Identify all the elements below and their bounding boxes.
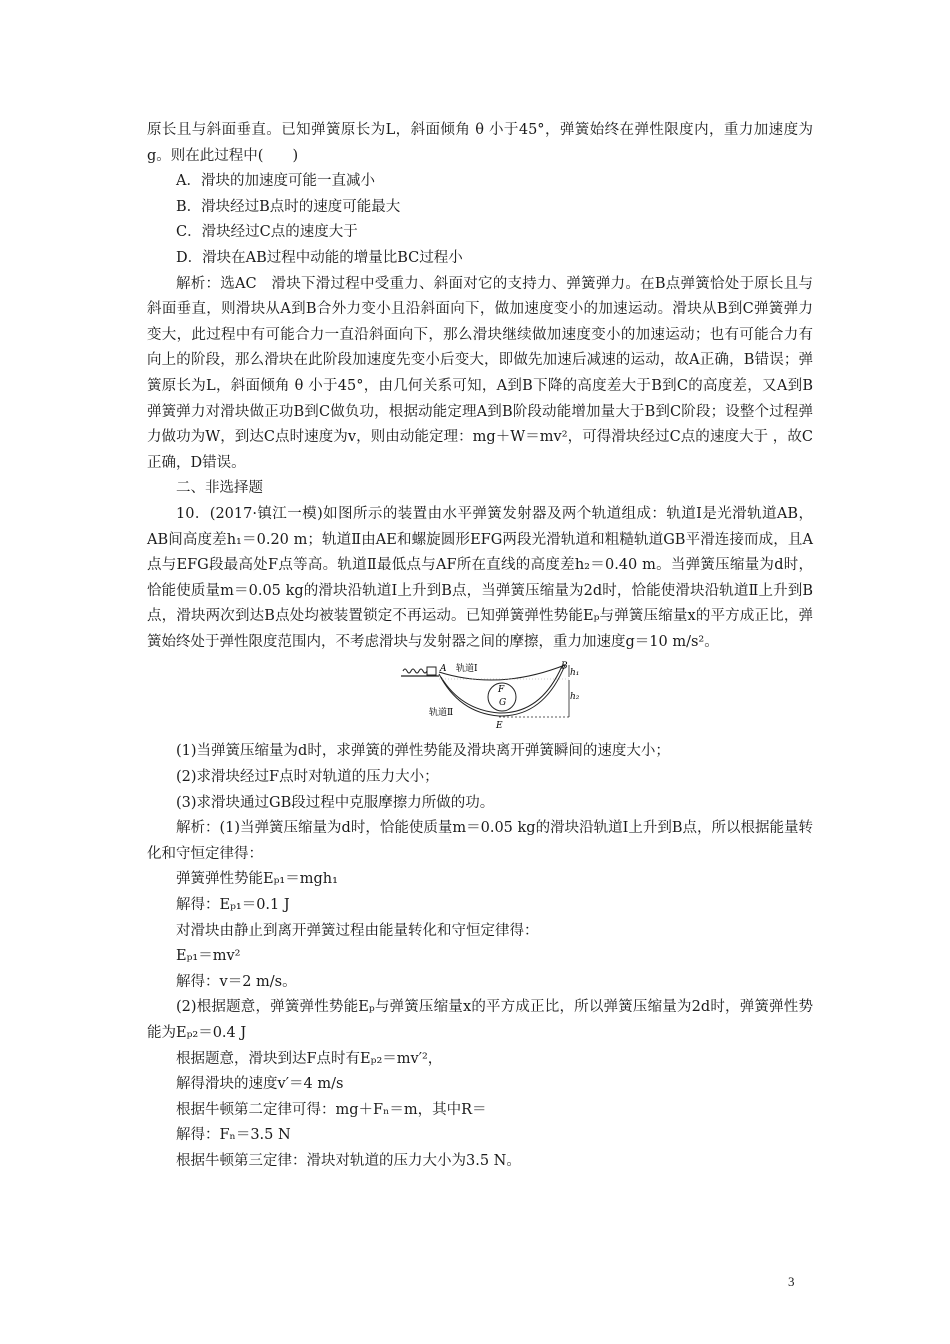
solution-line: 解得：Eₚ₁＝0.1 J <box>176 897 290 914</box>
label-f: F <box>498 685 505 696</box>
solution-line: 解析：(1)当弹簧压缩量为d时，恰能使质量m＝0.05 kg的滑块沿轨道Ⅰ上升到B点，所以根据能量转化和守恒定律得： <box>147 820 813 862</box>
option-b: B．滑块经过B点时的速度可能最大 <box>176 198 401 215</box>
solution-line: 根据牛顿第二定律可得：mg＋Fₙ＝m，其中R＝ <box>176 1101 487 1118</box>
label-track-1: 轨道Ⅰ <box>456 664 478 675</box>
question-2: (2)求滑块经过F点时对轨道的压力大小； <box>176 769 439 786</box>
problem-10: 10．(2017·镇江一模)如图所示的装置由水平弹簧发射器及两个轨道组成：轨道Ⅰ是光滑轨道AB，AB间高度差h₁＝0.20 m；轨道Ⅱ由AE和螺旋圆形EFG两段光滑轨道和粗糙轨道GB平滑连接而成，且A点与EFG段最高处F点等高。轨道Ⅱ最低点与AF所在直线的高度差h₂＝0.40 m。当弹簧压缩量为d时，恰能使质量m＝0.05 kg的滑块沿轨道Ⅰ上升到B点，当弹簧压缩量为2d时，恰能使滑块沿轨道Ⅱ上升到B点，滑块两次到达B点处均被装置锁定不再运动。已知弹簧弹性势能Eₚ与弹簧压缩量x的平方成正比，弹簧始终处于弹性限度范围内，不考虑滑块与发射器之间的摩擦，重力加速度g＝10 m/s²。 <box>147 505 813 650</box>
problem-continuation: 原长且与斜面垂直。已知弹簧原长为L，斜面倾角 θ 小于45°，弹簧始终在弹性限度内，重力加速度为g。则在此过程中( ) <box>147 122 813 164</box>
document-body <box>147 118 813 1175</box>
solution-line: 根据牛顿第三定律：滑块对轨道的压力大小为3.5 N。 <box>176 1152 521 1169</box>
question-1: (1)当弹簧压缩量为d时，求弹簧的弹性势能及滑块离开弹簧瞬间的速度大小； <box>176 743 670 760</box>
label-g: G <box>499 698 507 709</box>
label-h2: h₂ <box>570 692 580 703</box>
label-track-2: 轨道Ⅱ <box>429 708 454 719</box>
label-e: E <box>496 721 503 732</box>
label-a: A <box>440 664 447 675</box>
option-a: A．滑块的加速度可能一直减小 <box>176 173 375 190</box>
solution-line: 解得滑块的速度v′＝4 m/s <box>176 1076 344 1093</box>
solution-line: Eₚ₁＝mv² <box>176 948 241 965</box>
solution-line: 解得：v＝2 m/s。 <box>176 973 297 990</box>
track-diagram-svg <box>399 661 580 735</box>
option-c: C．滑块经过C点的速度大于 <box>176 224 358 241</box>
solution-line: 对滑块由静止到离开弹簧过程由能量转化和守恒定律得： <box>176 922 539 939</box>
section-heading: 二、非选择题 <box>176 480 263 497</box>
track-diagram <box>147 661 813 735</box>
label-h1: h₁ <box>570 668 580 679</box>
solution-line: 解得：Fₙ＝3.5 N <box>176 1127 291 1144</box>
solution-line: 根据题意，滑块到达F点时有Eₚ₂＝mv′²， <box>176 1050 443 1067</box>
question-3: (3)求滑块通过GB段过程中克服摩擦力所做的功。 <box>176 794 495 811</box>
spring-coil <box>403 669 427 673</box>
launcher-block <box>427 667 436 675</box>
solution-line: (2)根据题意，弹簧弹性势能Eₚ与弹簧压缩量x的平方成正比，所以弹簧压缩量为2d时，弹簧弹性势能为Eₚ₂＝0.4 J <box>147 999 813 1041</box>
analysis-paragraph: 解析：选AC 滑块下滑过程中受重力、斜面对它的支持力、弹簧弹力。在B点弹簧恰处于原长且与斜面垂直，则滑块从A到B合外力变小且沿斜面向下，做加速度变小的加速运动。滑块从B到C弹簧弹力变大，此过程中有可能合力一直沿斜面向下，那么滑块继续做加速度变小的加速运动；也有可能合力有向上的阶段，那么滑块在此阶段加速度先变小后变大，即做先加速后减速的运动，故A正确，B错误；弹簧原长为L，斜面倾角 θ 小于45°，由几何关系可知，A到B下降的高度差大于B到C的高度差，又A到B弹簧弹力对滑块做正功B到C做负功，根据动能定理A到B阶段动能增加量大于B到C阶段；设整个过程弹力做功为W，到达C点时速度为v，则由动能定理：mg＋W＝mv²，可得滑块经过C点的速度大于 ，故C正确，D错误。 <box>147 275 813 471</box>
label-b: B <box>561 661 568 672</box>
option-d: D．滑块在AB过程中动能的增量比BC过程小 <box>176 249 463 266</box>
page-number: 3 <box>788 1274 795 1289</box>
solution-line: 弹簧弹性势能Eₚ₁＝mgh₁ <box>176 871 338 888</box>
